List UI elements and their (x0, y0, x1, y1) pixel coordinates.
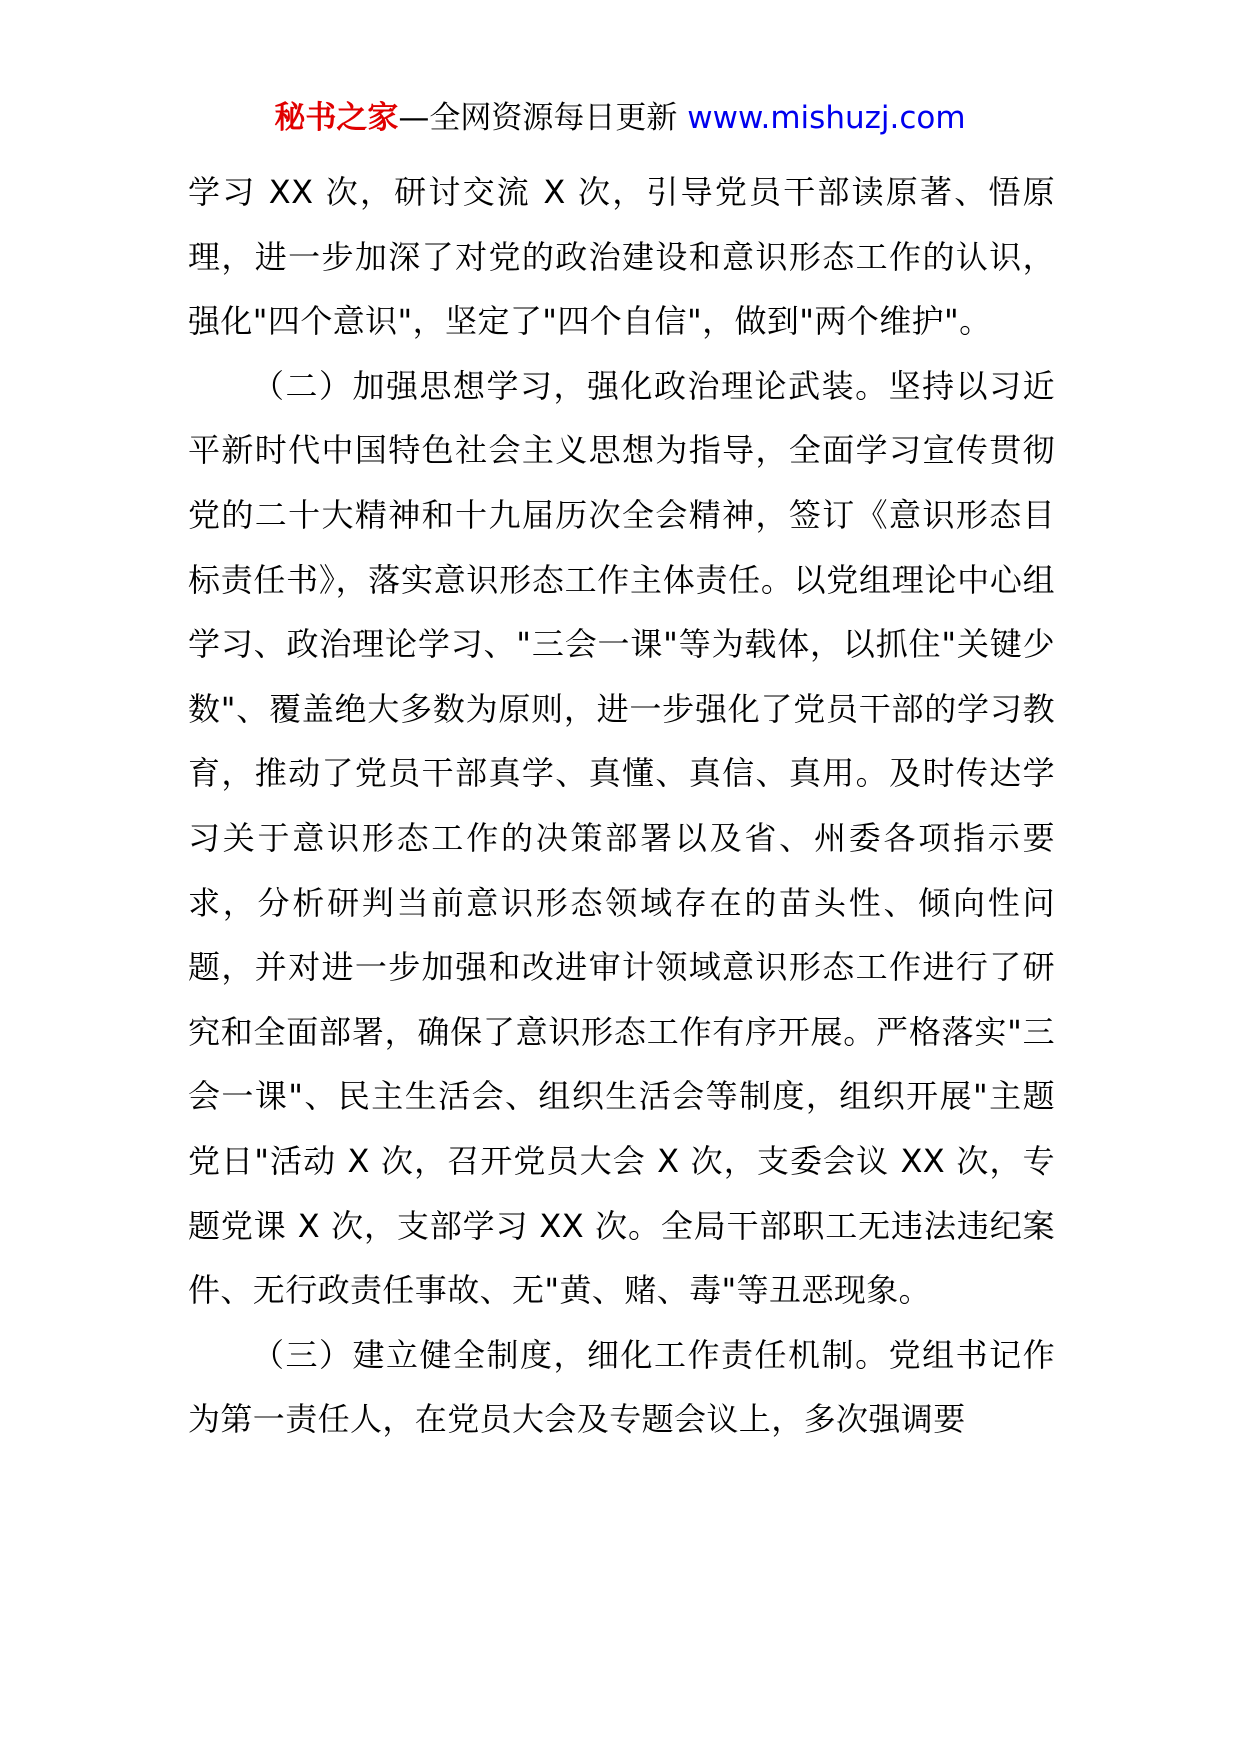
paragraph-section-three: （三）建立健全制度，细化工作责任机制。党组书记作为第一责任人，在党员大会及专题会议上，多次强调要 (188, 1335, 1055, 1439)
paragraph-continuation: 学习 XX 次，研讨交流 X 次，引导党员干部读原著、悟原理，进一步加深了对党的政治建设和意识形态工作的认识，强化"四个意识"，坚定了"四个自信"，做到"两个维护"。 (188, 173, 1055, 341)
document-body (188, 160, 1055, 1452)
site-header (0, 96, 1240, 140)
header-tagline: —全网资源每日更新 (398, 100, 678, 136)
paragraph-section-two: （二）加强思想学习，强化政治理论武装。坚持以习近平新时代中国特色社会主义思想为指导，全面学习宣传贯彻党的二十大精神和十九届历次全会精神，签订《意识形态目标责任书》，落实意识形态工作主体责任。以党组理论中心组学习、政治理论学习、"三会一课"等为载体，以抓住"关键少数"、覆盖绝大多数为原则，进一步强化了党员干部的学习教育，推动了党员干部真学、真懂、真信、真用。及时传达学习关于意识形态工作的决策部署以及省、州委各项指示要求，分析研判当前意识形态领域存在的苗头性、倾向性问题，并对进一步加强和改进审计领域意识形态工作进行了研究和全面部署，确保了意识形态工作有序开展。严格落实"三会一课"、民主生活会、组织生活会等制度，组织开展"主题党日"活动 X 次，召开党员大会 X 次，支委会议 XX 次，专题党课 X 次，支部学习 XX 次。全局干部职工无违法违纪案件、无行政责任事故、无"黄、赌、毒"等丑恶现象。 (188, 366, 1055, 1310)
brand-name: 秘书之家 (274, 100, 399, 136)
site-url-link[interactable]: www.mishuzj.com (687, 100, 966, 136)
